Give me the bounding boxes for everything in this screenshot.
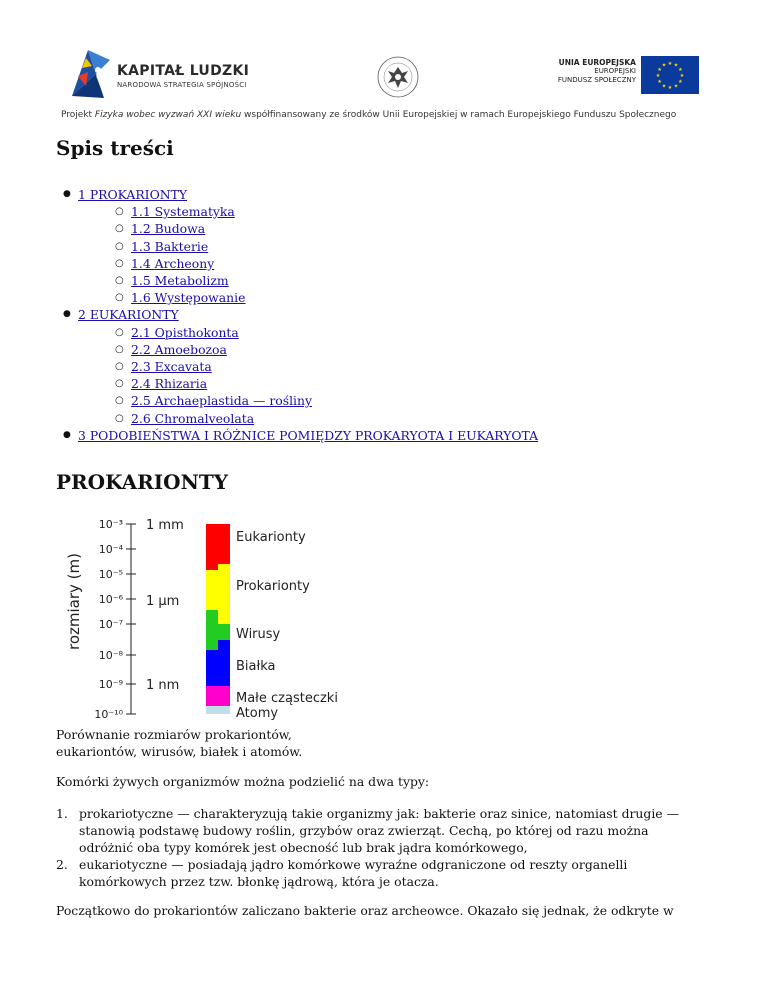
unit-label-nm: 1 nm — [146, 678, 180, 693]
bar-bialka — [206, 650, 230, 686]
tick-label: 10⁻¹⁰ — [94, 708, 123, 721]
svg-text:★: ★ — [667, 61, 673, 67]
toc-link[interactable]: 1.5 Metabolizm — [131, 273, 229, 289]
cell-types-list — [56, 805, 746, 890]
bar-prokarionty-tail — [218, 610, 230, 624]
table-of-contents — [56, 186, 538, 444]
bar-male — [206, 686, 230, 706]
svg-text:★: ★ — [661, 83, 667, 90]
bar-atomy — [206, 706, 230, 714]
axis-label: rozmiary (m) — [65, 553, 83, 650]
kapital-ludzki-logo — [66, 46, 114, 102]
section-heading: PROKARIONTY — [56, 470, 229, 494]
list-number: 1. — [56, 806, 68, 821]
svg-text:★: ★ — [661, 62, 667, 69]
svg-text:★: ★ — [673, 62, 679, 69]
toc-link[interactable]: 1.6 Występowanie — [131, 290, 246, 306]
toc-link[interactable]: 2.3 Excavata — [131, 359, 212, 375]
bar-prokarionty-left — [206, 570, 218, 610]
intro-paragraph: Komórki żywych organizmów można podzielić na dwa typy: — [56, 774, 430, 789]
label-atomy: Atomy — [236, 706, 279, 721]
bar-prokarionty — [218, 564, 230, 610]
label-bialka: Białka — [236, 659, 276, 674]
svg-text:★: ★ — [657, 79, 662, 85]
caption-line: eukariontów, wirusów, białek i atomów. — [56, 744, 303, 759]
toc-link[interactable]: 1.3 Bakterie — [131, 238, 209, 254]
toc-link[interactable]: 2.2 Amoebozoa — [131, 341, 227, 357]
label-prokarionty: Prokarionty — [236, 579, 310, 594]
label-wirusy: Wirusy — [236, 627, 281, 642]
caption-line: Porównanie rozmiarów prokariontów, — [56, 727, 292, 742]
university-seal-icon — [376, 55, 420, 99]
kapital-title: KAPITAŁ LUDZKI — [117, 63, 250, 79]
tick-label: 10⁻⁵ — [98, 568, 123, 581]
toc-item — [56, 341, 538, 358]
list-item — [56, 805, 746, 856]
svg-text:★: ★ — [673, 83, 679, 90]
bar-bialka-right — [218, 640, 230, 650]
tick-label: 10⁻³ — [98, 518, 123, 531]
page-header — [0, 0, 768, 125]
toc-item — [56, 324, 538, 341]
unit-label-um: 1 μm — [146, 594, 180, 609]
unit-label-mm: 1 mm — [146, 518, 184, 533]
toc-item — [56, 289, 538, 306]
project-prefix: Projekt — [61, 110, 95, 120]
toc-item — [56, 375, 538, 392]
toc-link[interactable]: 3 PODOBIEŃSTWA I RÓŻNICE POMIĘDZY PROKARYOTA I EUKARYOTA — [78, 427, 539, 443]
toc-item — [56, 255, 538, 272]
toc-item — [56, 220, 538, 237]
list-number: 2. — [56, 857, 68, 872]
bar-wirusy — [206, 610, 218, 650]
toc-link[interactable]: 2.4 Rhizaria — [131, 376, 208, 392]
toc-item — [56, 272, 538, 289]
toc-item — [56, 203, 538, 220]
toc-link[interactable]: 2.1 Opisthokonta — [131, 324, 239, 340]
list-line: eukariotyczne — posiadają jądro komórkowe wyraźne odgraniczone od reszty organelli — [79, 857, 628, 872]
kapital-ludzki-text — [117, 63, 249, 89]
ue-line1: UNIA EUROPEJSKA — [558, 58, 636, 67]
svg-text:★: ★ — [657, 67, 662, 73]
toc-item — [56, 358, 538, 375]
list-line: komórkowych przez tzw. błonkę jądrową, która je otacza. — [79, 874, 439, 889]
svg-text:★: ★ — [667, 85, 673, 91]
figure-caption — [56, 726, 356, 760]
toc-link[interactable]: 1.4 Archeony — [131, 255, 215, 271]
label-eukarionty: Eukarionty — [236, 530, 306, 545]
toc-item — [56, 392, 538, 409]
label-male: Małe cząsteczki — [236, 691, 338, 706]
toc-link[interactable]: 2.5 Archaeplastida — rośliny — [131, 393, 312, 409]
paragraph-2: Początkowo do prokariontów zaliczano bakterie oraz archeowce. Okazało się jednak, że odkryte w — [56, 903, 674, 918]
tick-label: 10⁻⁴ — [98, 543, 123, 556]
project-line — [61, 110, 761, 120]
list-line: prokariotyczne — charakteryzują takie organizmy jak: bakterie oraz sinice, natomiast drugie — — [79, 806, 679, 821]
tick-label: 10⁻⁸ — [98, 649, 123, 662]
tick-label: 10⁻⁹ — [98, 678, 123, 691]
bar-eukarionty — [206, 524, 230, 564]
toc-title: Spis treści — [56, 136, 174, 160]
tick-label: 10⁻⁶ — [98, 593, 123, 606]
toc-item — [56, 238, 538, 255]
toc-link[interactable]: 1.1 Systematyka — [131, 204, 235, 220]
svg-text:★: ★ — [678, 79, 683, 85]
ue-line2: EUROPEJSKI — [594, 67, 636, 75]
bar-eukarionty-overlap — [206, 564, 218, 570]
toc-item — [56, 427, 538, 444]
kapital-subtitle: NARODOWA STRATEGIA SPÓJNOŚCI — [117, 81, 247, 89]
ue-text — [520, 58, 636, 85]
toc-item — [56, 306, 538, 323]
svg-text:★: ★ — [679, 73, 685, 79]
list-line: odróżnić oba typy komórek jest obecność lub brak jądra komórkowego, — [79, 840, 528, 855]
ue-line3: FUNDUSZ SPOŁECZNY — [557, 76, 636, 84]
list-item — [56, 856, 746, 890]
project-name: Fizyka wobec wyzwań XXI wieku — [94, 110, 242, 120]
list-line: stanowią podstawę budowy roślin, grzybów oraz zwierząt. Cechą, po której od razu można — [79, 823, 649, 838]
toc-link[interactable]: 1 PROKARIONTY — [78, 187, 188, 202]
project-suffix: współfinansowany ze środków Unii Europejskiej w ramach Europejskiego Funduszu Społecznego — [241, 110, 677, 120]
toc-item — [56, 186, 538, 203]
tick-label: 10⁻⁷ — [98, 618, 123, 631]
toc-link[interactable]: 1.2 Budowa — [131, 221, 206, 237]
toc-link[interactable]: 2 EUKARIONTY — [78, 307, 179, 323]
svg-text:★: ★ — [678, 67, 683, 73]
size-comparison-figure — [56, 510, 376, 722]
eu-flag-icon — [641, 56, 699, 94]
toc-link[interactable]: 2.6 Chromalveolata — [131, 410, 255, 426]
toc-item — [56, 410, 538, 427]
svg-text:★: ★ — [655, 73, 661, 79]
